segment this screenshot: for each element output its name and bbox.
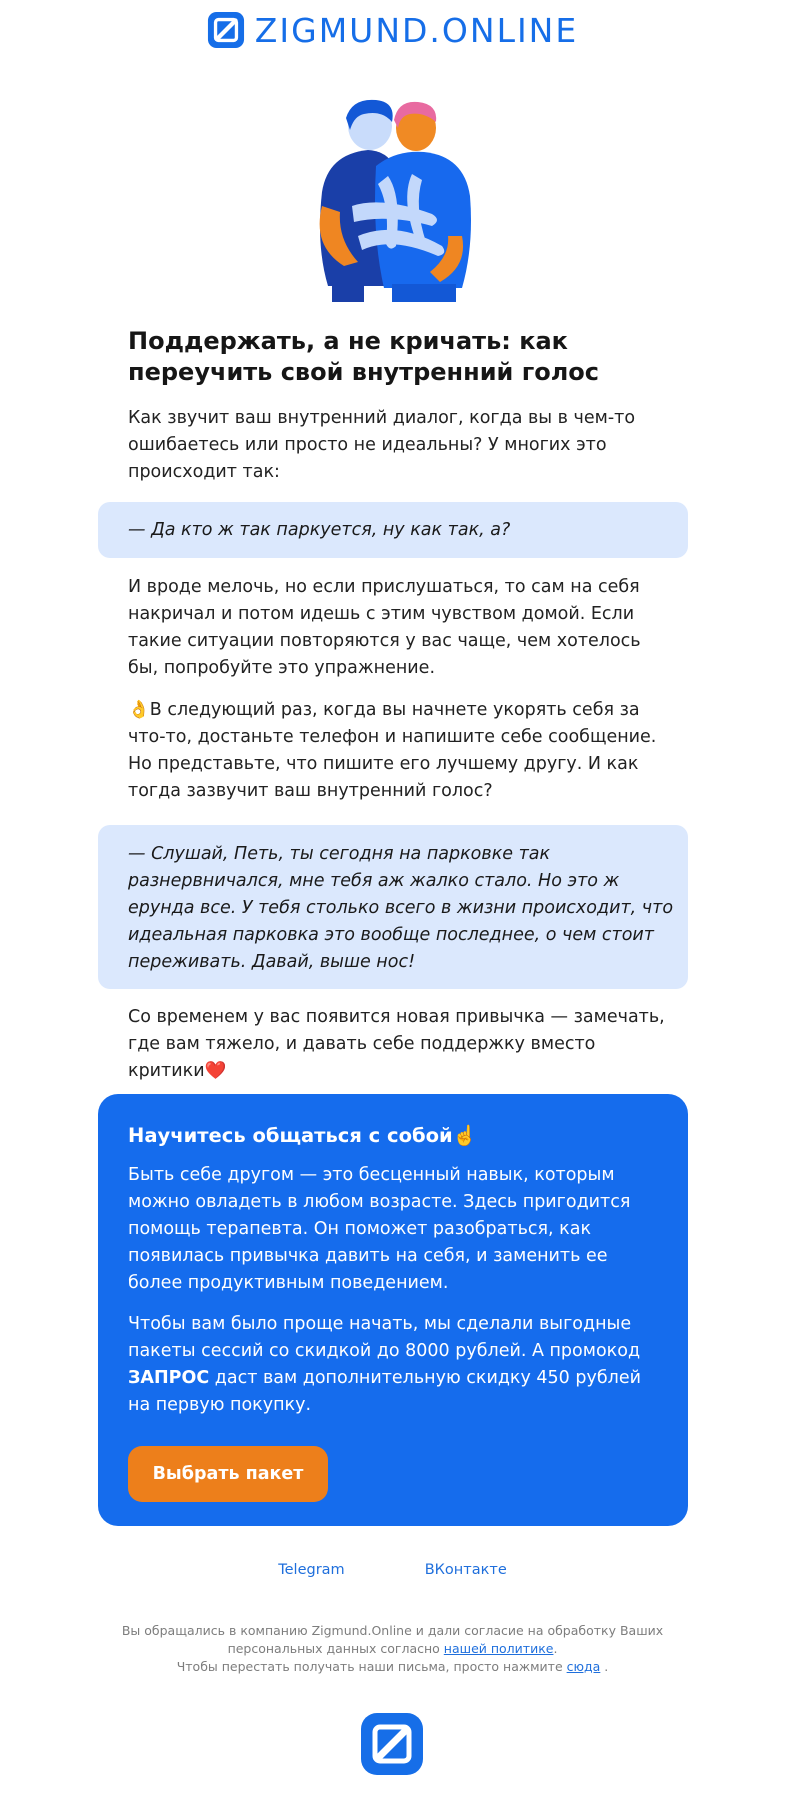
zigmund-footer-logo-icon xyxy=(360,1712,424,1776)
footer-legal xyxy=(100,1622,685,1676)
footer-consent-end: . xyxy=(553,1641,558,1656)
two-people-hug-illustration xyxy=(292,96,498,302)
header xyxy=(0,8,785,52)
article-title: Поддержать, а не кричать: как переучить свой внутренний голос xyxy=(128,327,600,386)
paragraph-4 xyxy=(128,1004,668,1085)
quote-friend-text: — Слушай, Петь, ты сегодня на парковке так разнервничался, мне тебя аж жалко стало. Но это ж ерунда все. У тебя столько всего в жизни происходит, что идеальная парковка это вообще последнее, о чем стоит переживать. Давай, выше нос! xyxy=(128,844,674,972)
footer-unsubscribe-text: Чтобы перестать получать наши письма, просто нажмите xyxy=(176,1659,563,1674)
cta-text-2-after: даст вам дополнительную скидку 450 рублей на первую покупку. xyxy=(128,1368,641,1415)
cta-title-text: Научитесь общаться с собой xyxy=(128,1124,453,1147)
unsubscribe-link[interactable]: сюда xyxy=(566,1659,601,1674)
social-links xyxy=(0,1562,785,1578)
heart-icon: ❤️ xyxy=(204,1061,227,1081)
cta-text-2-before: Чтобы вам было проще начать, мы сделали выгодные пакеты сессий со скидкой до 8000 рублей. А промокод xyxy=(128,1314,641,1361)
footer-consent-text: Вы обращались в компанию Zigmund.Online и дали согласие на обработку Ваших персональных данных согласно xyxy=(121,1623,664,1656)
paragraph-3-text: В следующий раз, когда вы начнете укорять себя за что-то, достаньте телефон и напишите себе сообщение. Но представьте, что пишите его лучшему другу. И как тогда зазвучит ваш внутренний голос? xyxy=(128,700,657,801)
promo-code: ЗАПРОС xyxy=(128,1368,210,1388)
cta-text-1: Быть себе другом — это бесценный навык, которым можно овладеть в любом возрасте. Здесь пригодится помощь терапевта. Он поможет разобраться, как появилась привычка давить на себя, и заменить ее более продуктивным поведением. xyxy=(128,1165,631,1293)
quote-critic-text: — Да кто ж так паркуется, ну как так, а? xyxy=(128,519,511,540)
quote-friend xyxy=(98,825,688,989)
pointing-up-icon: ☝️ xyxy=(452,1124,477,1147)
cta-text-2 xyxy=(128,1311,658,1419)
intro-paragraph: Как звучит ваш внутренний диалог, когда вы в чем-то ошибаетесь или просто не идеальны? У многих это происходит так: xyxy=(128,408,636,482)
privacy-policy-link[interactable]: нашей политике xyxy=(443,1641,554,1656)
logo-text: ZIGMUND.ONLINE xyxy=(254,10,579,50)
cta-block xyxy=(98,1094,688,1526)
telegram-link[interactable]: Telegram xyxy=(278,1562,345,1578)
choose-package-button[interactable]: Выбрать пакет xyxy=(128,1446,328,1502)
cta-title xyxy=(128,1122,658,1150)
paragraph-2: И вроде мелочь, но если прислушаться, то сам на себя накричал и потом идешь с этим чувством домой. Если такие ситуации повторяются у вас чаще, чем хотелось бы, попробуйте это упражнение. xyxy=(128,577,641,678)
paragraph-3 xyxy=(128,697,668,805)
paragraph-4-text: Со временем у вас появится новая привычка — замечать, где вам тяжело, и давать себе поддержку вместо критики xyxy=(128,1007,665,1081)
footer-unsubscribe-end: . xyxy=(600,1659,609,1674)
vk-link[interactable]: ВКонтакте xyxy=(424,1562,507,1578)
ok-hand-icon: 👌 xyxy=(128,700,150,720)
quote-critic xyxy=(98,502,688,558)
zigmund-logo-icon xyxy=(207,11,245,49)
